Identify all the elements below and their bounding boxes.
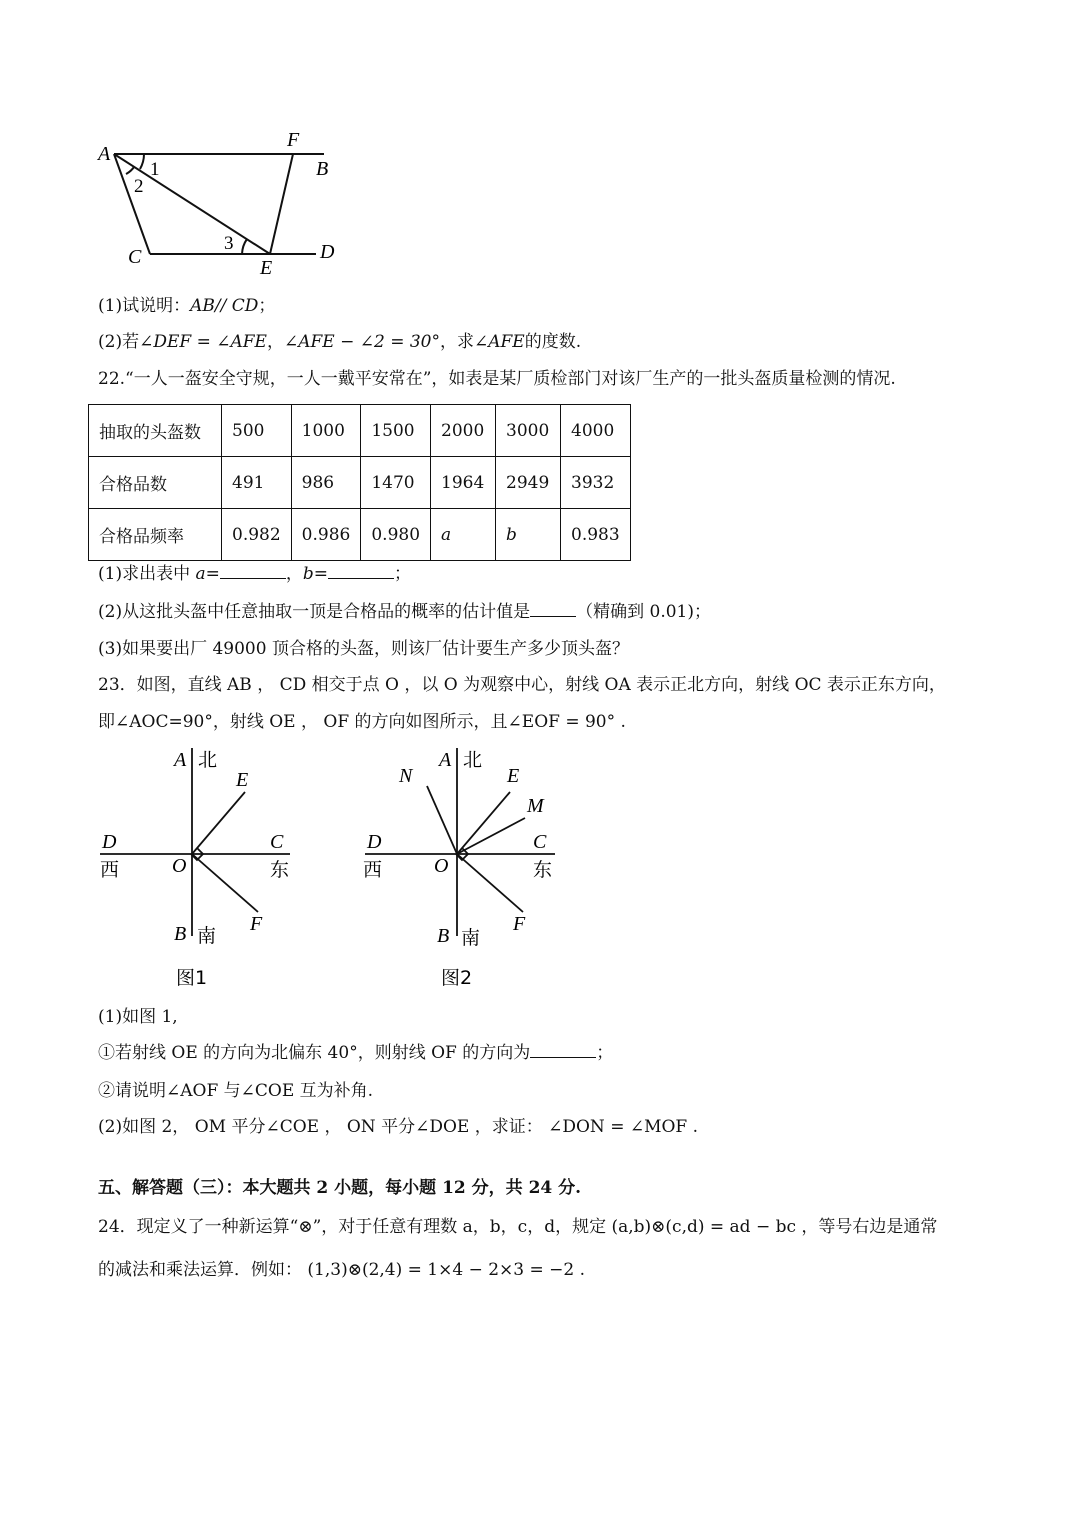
fig2-label-north: 北	[463, 749, 483, 771]
table-row	[89, 405, 631, 457]
q23-part1: (1)如图 1,	[98, 1007, 178, 1027]
table-cell: 1964	[431, 457, 496, 509]
figure-q21	[90, 125, 350, 280]
table-cell: 1470	[361, 457, 431, 509]
fig2-caption: 图2	[441, 967, 473, 989]
table-cell: 0.982	[222, 509, 292, 561]
table-cell: 491	[222, 457, 292, 509]
table-row-header: 抽取的头盔数	[89, 405, 222, 457]
q22-intro: 22.“一人一盔安全守规，一人一戴平安常在”，如表是某厂质检部门对该厂生产的一批头盔质量检测的情况.	[98, 369, 896, 389]
label-F: F	[287, 129, 300, 151]
label-A: A	[98, 143, 111, 165]
q23-part1b: ②请说明∠AOF 与∠COE 互为补角.	[98, 1081, 374, 1101]
fig1-label-east: 东	[270, 859, 290, 881]
q21-part2: (2)若∠DEF = ∠AFE，∠AFE − ∠2 = 30°，求∠AFE的度数.	[98, 332, 582, 352]
fig2-label-C: C	[533, 831, 547, 853]
table-cell: 2949	[496, 457, 561, 509]
q23-part2: (2)如图 2， OM 平分∠COE ， ON 平分∠DOE ，求证： ∠DON = ∠MOF .	[98, 1117, 699, 1137]
fig1-label-C: C	[270, 831, 284, 853]
table-row	[89, 509, 631, 561]
fig1-caption: 图1	[176, 967, 208, 989]
label-angle-3: 3	[224, 233, 234, 254]
label-B: B	[316, 158, 329, 180]
table-cell: 0.980	[361, 509, 431, 561]
label-angle-2: 2	[134, 176, 144, 197]
figure-q23-1	[90, 740, 320, 995]
q22-part3: (3)如果要出厂 49000 顶合格的头盔，则该厂估计要生产多少顶头盔？	[98, 639, 629, 659]
fig1-label-B: B	[174, 923, 187, 945]
table-cell: 986	[291, 457, 361, 509]
helmet-quality-table	[88, 404, 631, 561]
figure-q23-2	[355, 740, 585, 995]
table-cell: 2000	[431, 405, 496, 457]
answer-blank-b[interactable]	[328, 564, 394, 579]
answer-blank-of-direction[interactable]	[530, 1043, 596, 1058]
fig1-label-west: 西	[100, 859, 120, 881]
fig2-label-N: N	[399, 765, 413, 787]
table-cell: 500	[222, 405, 292, 457]
q23-line1: 23．如图，直线 AB ， CD 相交于点 O ，以 O 为观察中心，射线 OA 表示正北方向，射线 OC 表示正东方向，	[98, 675, 946, 695]
q21-part1: (1)试说明：AB// CD；	[98, 296, 276, 316]
fig2-label-east: 东	[533, 859, 553, 881]
answer-blank-a[interactable]	[220, 564, 286, 579]
fig2-label-B: B	[437, 925, 450, 947]
fig2-label-M: M	[527, 795, 544, 817]
table-cell: 3000	[496, 405, 561, 457]
fig1-label-A: A	[174, 749, 187, 771]
table-row-header: 合格品频率	[89, 509, 222, 561]
fig1-label-north: 北	[198, 749, 218, 771]
table-cell: 0.983	[561, 509, 631, 561]
q22-part2: (2)从这批头盔中任意抽取一顶是合格品的概率的估计值是 （精确到 0.01)；	[98, 602, 711, 622]
table-row-header: 合格品数	[89, 457, 222, 509]
fig2-label-E: E	[507, 765, 520, 787]
label-angle-1: 1	[150, 159, 160, 180]
answer-blank-probability[interactable]	[530, 602, 576, 617]
fig1-label-O: O	[172, 855, 187, 877]
fig1-label-E: E	[236, 769, 249, 791]
q22-part1: (1)求出表中 a= ，b= ；	[98, 564, 412, 584]
table-cell: 0.986	[291, 509, 361, 561]
fig2-label-O: O	[434, 855, 449, 877]
fig1-label-D: D	[102, 831, 117, 853]
table-cell: b	[496, 509, 561, 561]
fig2-label-D: D	[367, 831, 382, 853]
fig2-label-west: 西	[363, 859, 383, 881]
table-cell: a	[431, 509, 496, 561]
table-cell: 4000	[561, 405, 631, 457]
fig1-label-F: F	[250, 913, 263, 935]
label-E: E	[260, 257, 273, 279]
section-5-title: 五、解答题（三）：本大题共 2 小题，每小题 12 分，共 24 分.	[98, 1178, 582, 1198]
label-D: D	[320, 241, 335, 263]
q23-line2: 即∠AOC=90°，射线 OE ， OF 的方向如图所示，且∠EOF = 90° .	[98, 712, 626, 732]
label-C: C	[128, 246, 142, 268]
table-cell: 3932	[561, 457, 631, 509]
table-row	[89, 457, 631, 509]
q23-part1a: ①若射线 OE 的方向为北偏东 40°，则射线 OF 的方向为 ；	[98, 1043, 614, 1063]
q24-line2: 的减法和乘法运算．例如： (1,3)⊗(2,4) = 1×4 − 2×3 = −2 .	[98, 1260, 586, 1280]
fig2-label-F: F	[513, 913, 526, 935]
table-cell: 1000	[291, 405, 361, 457]
table-cell: 1500	[361, 405, 431, 457]
fig1-label-south: 南	[197, 925, 217, 947]
fig2-label-A: A	[439, 749, 452, 771]
fig2-label-south: 南	[461, 927, 481, 949]
q24-line1: 24．现定义了一种新运算“⊗”，对于任意有理数 a，b，c，d，规定 (a,b)⊗(c,d) = ad − bc ，等号右边是通常	[98, 1217, 938, 1237]
